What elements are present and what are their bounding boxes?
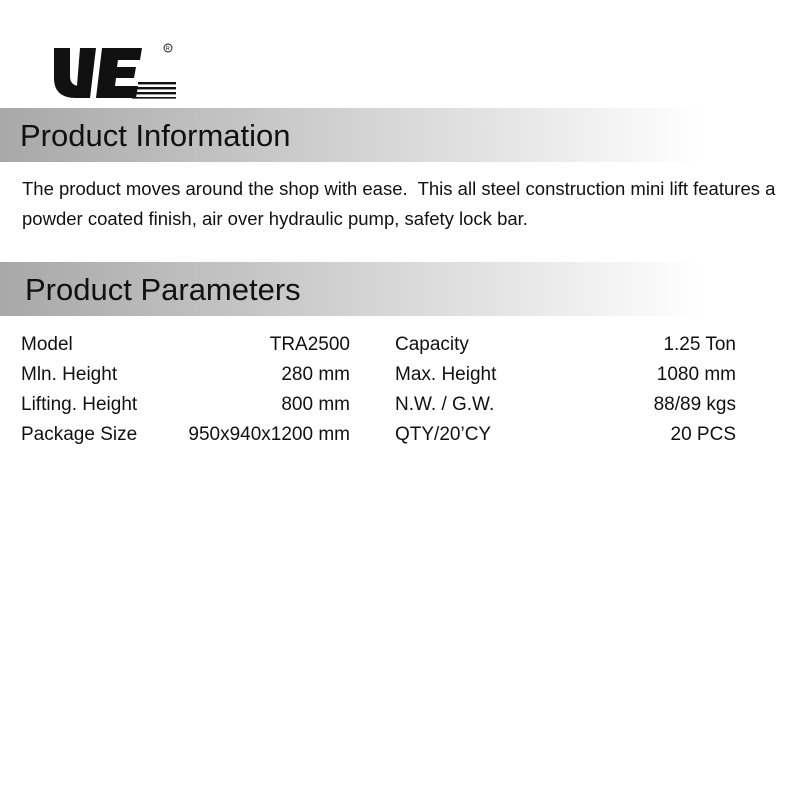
parameters-table xyxy=(0,330,800,450)
param-value: 1080 mm xyxy=(656,364,736,385)
param-value: 280 mm xyxy=(281,364,350,385)
product-parameters-header xyxy=(0,262,800,316)
param-label: Max. Height xyxy=(395,364,497,385)
parameter-row xyxy=(0,420,800,450)
param-label: Lifting. Height xyxy=(21,394,138,415)
parameter-row xyxy=(0,330,800,360)
registered-mark: R xyxy=(165,46,170,53)
ue-logo xyxy=(50,40,180,102)
param-label: Mln. Height xyxy=(21,364,118,385)
product-information-title: Product Information xyxy=(20,118,291,153)
parameter-row xyxy=(0,360,800,390)
param-value: 1.25 Ton xyxy=(663,334,736,355)
param-value: 800 mm xyxy=(281,394,350,415)
param-label: QTY/20’CY xyxy=(395,424,492,445)
param-value: 88/89 kgs xyxy=(653,394,736,415)
parameter-row xyxy=(0,390,800,420)
param-label: Package Size xyxy=(21,424,138,445)
param-value: TRA2500 xyxy=(269,334,350,355)
product-information-header xyxy=(0,108,800,162)
param-label: Model xyxy=(21,334,73,355)
product-parameters-title: Product Parameters xyxy=(25,272,301,307)
product-description: The product moves around the shop with ease. This all steel construction mini lift features a powder coated finish, air over hydraulic pump, safety lock bar. xyxy=(22,178,781,229)
param-value: 950x940x1200 mm xyxy=(188,424,350,445)
param-label: N.W. / G.W. xyxy=(395,394,495,415)
param-label: Capacity xyxy=(395,334,469,355)
param-value: 20 PCS xyxy=(670,424,736,445)
